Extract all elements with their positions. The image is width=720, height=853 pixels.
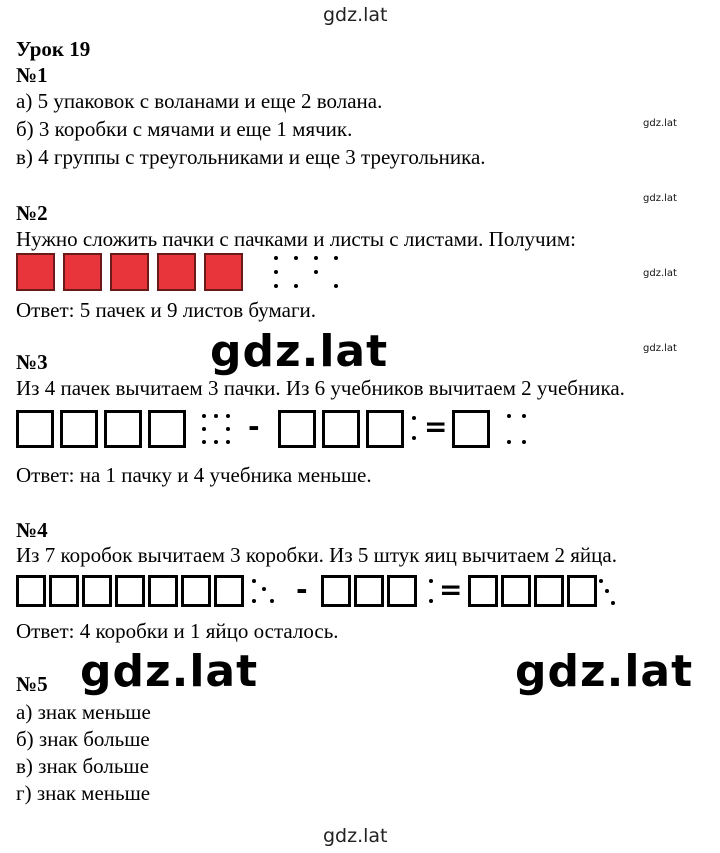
math-symbol: - xyxy=(296,573,308,606)
answer: Ответ: 5 пачек и 9 листов бумаги. xyxy=(16,298,317,322)
pack-square xyxy=(110,253,149,291)
dot xyxy=(605,589,609,593)
task-line: а) 5 упаковок с воланами и еще 2 волана. xyxy=(16,89,383,113)
dot xyxy=(270,599,274,603)
dot xyxy=(274,256,278,260)
dot xyxy=(252,579,256,583)
watermark-small: gdz.lat xyxy=(643,268,677,279)
pack-square xyxy=(63,253,102,291)
watermark-small: gdz.lat xyxy=(643,343,677,354)
lesson-title: Урок 19 xyxy=(16,37,91,61)
box-square xyxy=(214,575,244,607)
watermark-big: gdz.lat xyxy=(80,646,259,697)
box-square xyxy=(115,575,145,607)
task-number: №3 xyxy=(16,350,48,374)
watermark-bottom: gdz.lat xyxy=(323,825,388,847)
dot xyxy=(274,284,278,288)
dot xyxy=(226,440,230,444)
dot xyxy=(522,414,526,418)
watermark-big: gdz.lat xyxy=(515,646,694,697)
box-square xyxy=(387,575,417,607)
task-text: Из 7 коробок вычитаем 3 коробки. Из 5 штук яиц вычитаем 2 яйца. xyxy=(16,543,617,567)
pack-square xyxy=(16,253,55,291)
pack-square xyxy=(104,410,142,448)
figure-subtraction xyxy=(16,410,556,450)
dot xyxy=(611,601,615,605)
dot xyxy=(412,416,416,420)
dot xyxy=(429,579,433,583)
task-number: №5 xyxy=(16,672,48,696)
answer: Ответ: на 1 пачку и 4 учебника меньше. xyxy=(16,463,372,487)
pack-square xyxy=(157,253,196,291)
dot xyxy=(202,440,206,444)
box-square xyxy=(501,575,531,607)
math-symbol: = xyxy=(424,410,448,443)
dot xyxy=(314,256,318,260)
dot xyxy=(294,284,298,288)
pack-square xyxy=(278,410,316,448)
dot xyxy=(294,256,298,260)
box-square xyxy=(354,575,384,607)
pack-square xyxy=(148,410,186,448)
pack-square xyxy=(322,410,360,448)
dot xyxy=(202,414,206,418)
dot xyxy=(252,599,256,603)
figure-subtraction xyxy=(16,575,616,615)
dot xyxy=(334,256,338,260)
watermark-top: gdz.lat xyxy=(323,4,388,26)
dot xyxy=(226,427,230,431)
task-line: в) знак больше xyxy=(16,754,149,778)
dot xyxy=(412,436,416,440)
box-square xyxy=(49,575,79,607)
answer: Ответ: 4 коробки и 1 яйцо осталось. xyxy=(16,619,339,643)
task-line: а) знак меньше xyxy=(16,700,151,724)
math-symbol: - xyxy=(248,410,260,443)
task-number: №1 xyxy=(16,63,48,87)
pack-square xyxy=(452,410,490,448)
task-line: б) 3 коробки с мячами и еще 1 мячик. xyxy=(16,117,353,141)
figure-packs-and-sheets xyxy=(16,253,356,293)
dot xyxy=(334,284,338,288)
pack-square xyxy=(366,410,404,448)
task-number: №2 xyxy=(16,201,48,225)
task-line: б) знак больше xyxy=(16,727,150,751)
dot xyxy=(599,579,603,583)
dot xyxy=(262,587,266,591)
math-symbol: = xyxy=(439,573,463,606)
box-square xyxy=(148,575,178,607)
task-line: г) знак меньше xyxy=(16,781,151,805)
watermark-small: gdz.lat xyxy=(643,193,677,204)
dot xyxy=(202,427,206,431)
task-text: Нужно сложить пачки с пачками и листы с листами. Получим: xyxy=(16,227,576,251)
task-number: №4 xyxy=(16,518,48,542)
box-square xyxy=(321,575,351,607)
box-square xyxy=(567,575,597,607)
pack-square xyxy=(204,253,243,291)
task-text: Из 4 пачек вычитаем 3 пачки. Из 6 учебников вычитаем 2 учебника. xyxy=(16,376,625,400)
dot xyxy=(214,414,218,418)
dot xyxy=(522,440,526,444)
box-square xyxy=(181,575,211,607)
dot xyxy=(226,414,230,418)
box-square xyxy=(468,575,498,607)
dot xyxy=(314,270,318,274)
box-square xyxy=(82,575,112,607)
dot xyxy=(274,270,278,274)
box-square xyxy=(16,575,46,607)
watermark-small: gdz.lat xyxy=(643,118,677,129)
watermark-big: gdz.lat xyxy=(210,326,389,377)
dot xyxy=(507,440,511,444)
box-square xyxy=(534,575,564,607)
dot xyxy=(507,414,511,418)
task-line: в) 4 группы с треугольниками и еще 3 треугольника. xyxy=(16,145,486,169)
dot xyxy=(214,440,218,444)
pack-square xyxy=(16,410,54,448)
dot xyxy=(429,599,433,603)
pack-square xyxy=(60,410,98,448)
